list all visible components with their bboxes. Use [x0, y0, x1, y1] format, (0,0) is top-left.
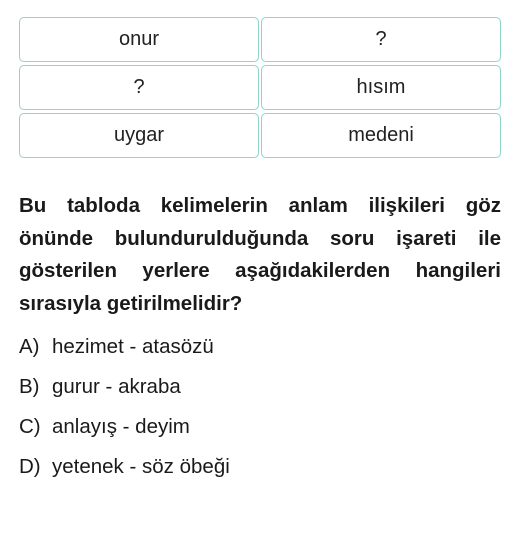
option-d[interactable]: [19, 447, 501, 487]
table-cell: ?: [19, 65, 259, 110]
option-c[interactable]: [19, 407, 501, 447]
option-letter: C): [19, 415, 41, 438]
question-text: Bu tabloda kelimelerin anlam ilişkileri göz önünde bulundurulduğunda soru işareti ile gösterilen yerlere aşağıdakilerden hangileri sırasıyla getirilmelidir?: [19, 194, 501, 315]
option-a[interactable]: [19, 327, 501, 367]
option-text: gurur - akraba: [52, 375, 181, 398]
table-cell: medeni: [261, 113, 501, 158]
option-text: yetenek - söz öbeği: [52, 455, 230, 478]
option-b[interactable]: [19, 367, 501, 407]
answer-options: [19, 327, 501, 487]
table-cell: onur: [19, 17, 259, 62]
table-cell: ?: [261, 17, 501, 62]
table-cell: hısım: [261, 65, 501, 110]
option-letter: A): [19, 335, 40, 358]
word-table: [19, 17, 501, 158]
option-letter: D): [19, 455, 41, 478]
option-text: hezimet - atasözü: [52, 335, 214, 358]
option-letter: B): [19, 375, 40, 398]
option-text: anlayış - deyim: [52, 415, 190, 438]
table-cell: uygar: [19, 113, 259, 158]
